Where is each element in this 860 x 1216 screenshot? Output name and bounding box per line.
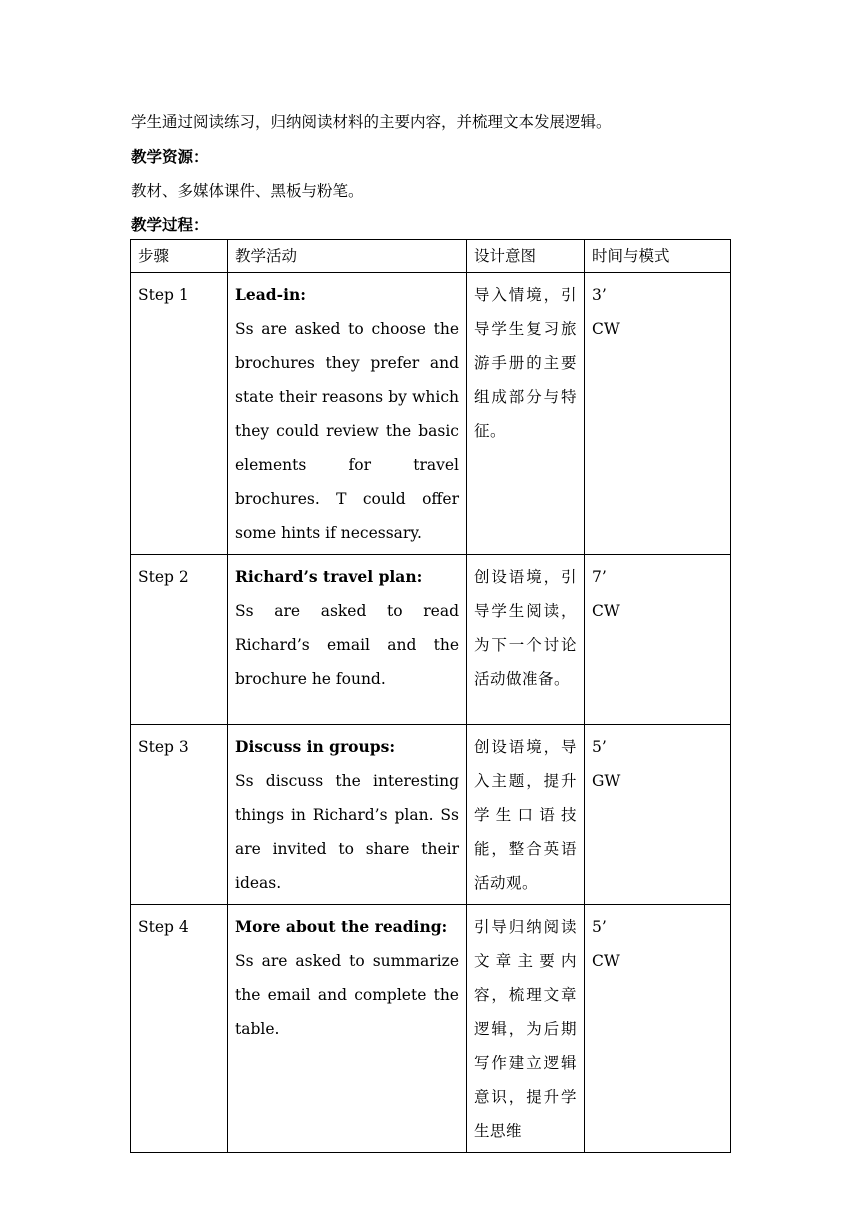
table-header-row [131, 240, 731, 273]
resources-heading: 教学资源： [131, 147, 209, 166]
time-mode-cell [585, 725, 731, 905]
mode-value: CW [592, 602, 620, 620]
objective-paragraph: 学生通过阅读练习，归纳阅读材料的主要内容，并梳理文本发展逻辑。 [131, 113, 612, 131]
time-mode-cell [585, 905, 731, 1153]
header-step: 步骤 [131, 240, 228, 273]
intent-cell: 导入情境，引导学生复习旅游手册的主要组成部分与特征。 [467, 273, 585, 555]
intent-cell: 创设语境，引导学生阅读，为下一个讨论活动做准备。 [467, 555, 585, 725]
time-value: 5’ [592, 738, 607, 756]
activity-cell [228, 905, 467, 1153]
time-mode-cell [585, 555, 731, 725]
mode-value: GW [592, 772, 621, 790]
intent-cell: 创设语境，导入主题，提升学生口语技能，整合英语活动观。 [467, 725, 585, 905]
time-mode-cell [585, 273, 731, 555]
process-heading: 教学过程： [131, 215, 209, 234]
activity-title: More about the reading: [235, 917, 448, 936]
activity-title: Lead-in: [235, 285, 306, 304]
header-activity: 教学活动 [228, 240, 467, 273]
activity-text: Ss are asked to choose the brochures they prefer and state their reasons by which they could review the basic elements for travel brochures. T could offer some hints if necessary. [235, 320, 459, 542]
activity-text: Ss are asked to read Richard’s email and the brochure he found. [235, 602, 459, 688]
table-row [131, 725, 731, 905]
step-cell: Step 2 [131, 555, 228, 725]
time-value: 3’ [592, 286, 607, 304]
step-cell: Step 4 [131, 905, 228, 1153]
activity-title: Richard’s travel plan: [235, 567, 423, 586]
step-cell: Step 1 [131, 273, 228, 555]
table-row [131, 905, 731, 1153]
time-value: 7’ [592, 568, 607, 586]
teaching-process-table [130, 239, 731, 1153]
activity-cell [228, 555, 467, 725]
activity-text: Ss discuss the interesting things in Richard’s plan. Ss are invited to share their ideas. [235, 772, 459, 892]
step-cell: Step 3 [131, 725, 228, 905]
activity-cell [228, 725, 467, 905]
activity-title: Discuss in groups: [235, 737, 396, 756]
table-row [131, 273, 731, 555]
mode-value: CW [592, 320, 620, 338]
table-row [131, 555, 731, 725]
mode-value: CW [592, 952, 620, 970]
header-intent: 设计意图 [467, 240, 585, 273]
resources-paragraph: 教材、多媒体课件、黑板与粉笔。 [131, 182, 364, 200]
time-value: 5’ [592, 918, 607, 936]
header-time-mode: 时间与模式 [585, 240, 731, 273]
activity-text: Ss are asked to summarize the email and complete the table. [235, 952, 459, 1038]
intent-cell: 引导归纳阅读文章主要内容，梳理文章逻辑，为后期写作建立逻辑意识，提升学生思维 [467, 905, 585, 1153]
activity-cell [228, 273, 467, 555]
